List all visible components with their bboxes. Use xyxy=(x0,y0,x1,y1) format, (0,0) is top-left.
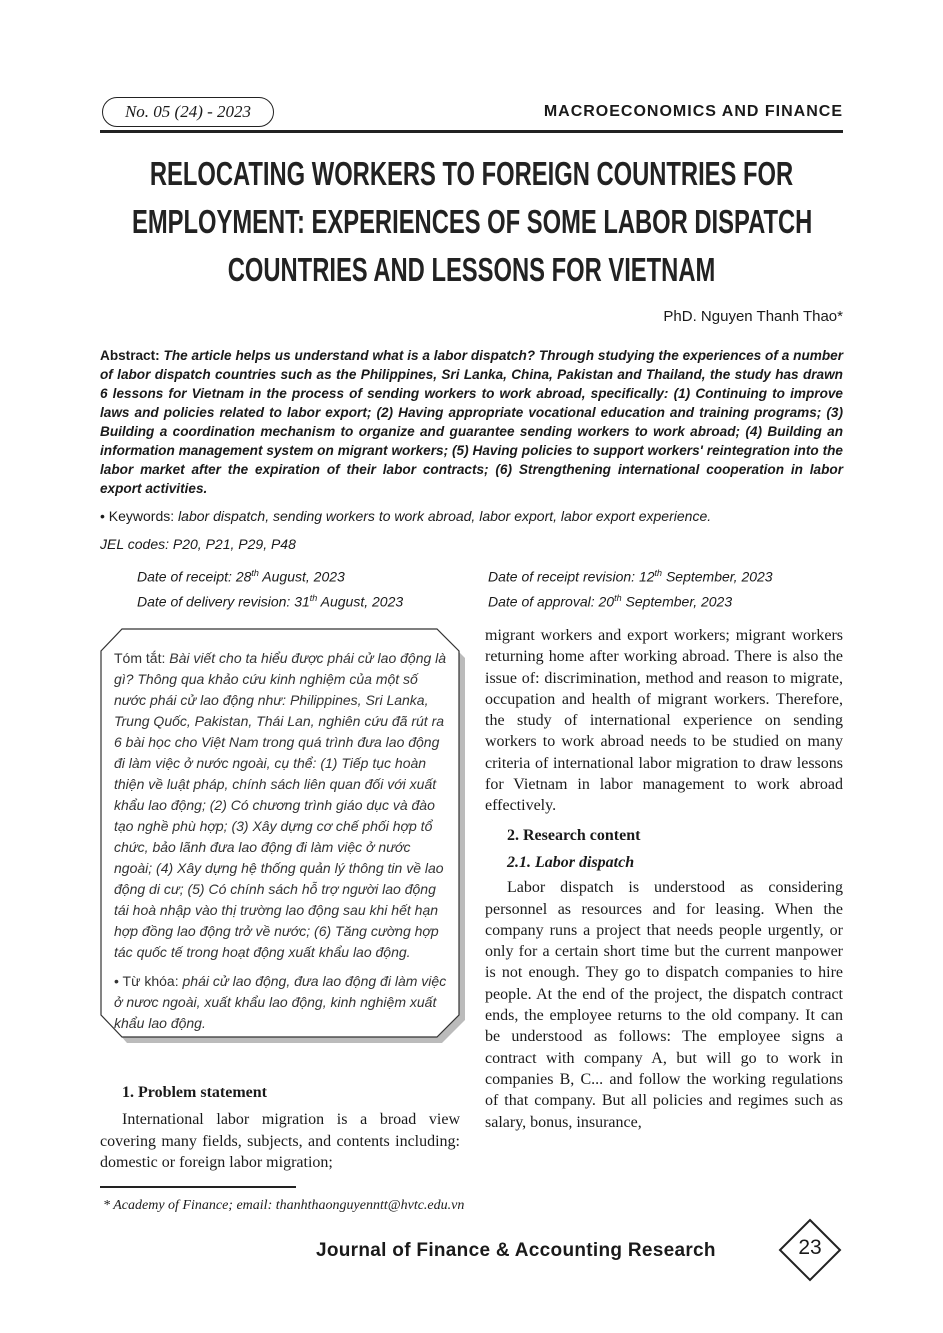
section-name: MACROECONOMICS AND FINANCE xyxy=(543,103,843,120)
vn-keywords-label: • Từ khóa: xyxy=(114,973,183,989)
date-delivery-revision xyxy=(137,593,403,610)
date-rest: August, 2023 xyxy=(317,593,404,610)
footnote-rule xyxy=(100,1186,296,1188)
keywords-label: • Keywords: xyxy=(100,508,179,524)
paragraph: Labor dispatch is understood as considering personnel as resources and for leasing. When the company runs a project that needs people urgently, or only for a certain short time but the current manpower is not enough. They go to dispatch companies to hire people. At the end of the project, the dispatch contract ends, the employee returns to the old company. It can be understood as follows: The employee signs a contract with company A, but will go to work in companies B, C... and follow the working regulations of that company. But all policies and regimes such as salary, bonus, insurance, xyxy=(485,879,843,1131)
date-suffix: th xyxy=(251,568,259,578)
vn-summary-label: Tóm tắt: xyxy=(114,650,170,666)
date-day: 31 xyxy=(294,593,310,610)
subsection-heading: 2.1. Labor dispatch xyxy=(507,853,635,871)
date-label: Date of receipt: xyxy=(137,568,236,585)
box-text xyxy=(114,648,450,1034)
abstract xyxy=(100,346,843,498)
date-rest: August, 2023 xyxy=(258,568,345,585)
title-line: EMPLOYMENT: EXPERIENCES OF SOME LABOR DISPATCH xyxy=(132,203,813,240)
date-day: 28 xyxy=(235,568,252,585)
author: PhD. Nguyen Thanh Thao* xyxy=(663,308,843,325)
section-heading: 2. Research content xyxy=(507,826,641,844)
date-rest: September, 2023 xyxy=(662,568,773,585)
vietnamese-summary-box xyxy=(100,628,460,1040)
footnote: * Academy of Finance; email: thanhthaonguyenntt@hvtc.edu.vn xyxy=(103,1198,465,1213)
date-suffix: th xyxy=(614,593,622,603)
abstract-label: Abstract: xyxy=(100,348,164,363)
date-label: Date of receipt revision: xyxy=(488,568,639,585)
section-heading: 1. Problem statement xyxy=(122,1084,267,1101)
issue-number: No. 05 (24) - 2023 xyxy=(102,97,274,127)
date-label: Date of approval: xyxy=(488,593,599,610)
vn-keywords xyxy=(114,971,450,1034)
keywords-text: labor dispatch, sending workers to work abroad, labor export, labor export experience. xyxy=(178,508,712,524)
paragraph: migrant workers and export workers; migrant workers returning home after working abroad. There is also the issue of: discrimination, method and reason to migrate, occupation and health of migrant workers. Therefore, the study of international experience on sending workers to work abroad needs to be studied on many criteria of international labor migration to draw lessons for Vietnam in labor management to work abroad effectively. xyxy=(485,627,843,815)
left-column xyxy=(100,1078,460,1173)
abstract-text: The article helps us understand what is a labor dispatch? Through studying the experiences of a number of labor dispatch countries such as the Philippines, Sri Lanka, China, Pakistan and Thailand, the study has drawn 6 lessons for Vietnam in the process of sending workers to work abroad, specifically: (1) Continuing to improve laws and policies related to labor export; (2) Having appropriate vocational education and training programs; (3) Building a coordination mechanism to organize and guarantee sending workers to work abroad; (4) Building an information management system on migrant workers; (5) Having policies to support workers' reintegration into the labor market after the expiration of their labor contracts; (6) Strengthening international cooperation in labor export activities. xyxy=(100,348,843,496)
date-approval xyxy=(488,593,732,610)
date-day: 12 xyxy=(638,568,655,585)
date-rest: September, 2023 xyxy=(621,593,733,610)
date-suffix: th xyxy=(654,568,663,578)
vn-summary-text: Bài viết cho ta hiểu được phái cử lao động là gì? Thông qua khảo cứu kinh nghiệm của một số nước phái cử lao động như: Philippines, Sri Lanka, Trung Quốc, Pakistan, Thái Lan, nghiên cứu đã rút ra 6 bài học cho Việt Nam trong quá trình đưa lao động đi làm việc ở nước ngoài, cụ thể: (1) Tiếp tục hoàn thiện về luật pháp, chính sách liên quan đối với xuất khẩu lao động; (2) Có chương trình giáo dục và đào tạo nghề phù hợp; (3) Xây dựng cơ chế phối hợp tổ chức, bảo lãnh đưa lao động đi làm việc ở nước ngoài; (4) Xây dựng hệ thống quản lý thông tin về lao động di cư; (5) Có chính sách hỗ trợ người lao động tái hoà nhập vào thị trường lao động sau khi hết hạn hợp đồng lao động trở về nước; (6) Tăng cường hợp tác quốc tế trong hoạt động xuất khẩu lao động. xyxy=(114,650,447,960)
article-title xyxy=(0,150,943,294)
page-number: 23 xyxy=(798,1236,822,1259)
date-label: Date of delivery revision: xyxy=(137,593,295,610)
title-line: COUNTRIES AND LESSONS FOR VIETNAM xyxy=(227,251,716,288)
vn-summary xyxy=(114,648,450,963)
right-column xyxy=(485,625,843,1133)
jel-codes: JEL codes: P20, P21, P29, P48 xyxy=(100,536,296,552)
journal-name: Journal of Finance & Accounting Research xyxy=(316,1240,716,1261)
date-receipt-revision xyxy=(488,568,773,585)
paragraph: International labor migration is a broad view covering many fields, subjects, and contents including: domestic or foreign labor migration; xyxy=(100,1111,460,1171)
header-rule xyxy=(100,130,843,133)
vn-keywords-text: phái cử lao động, đưa lao động đi làm việc ở nươc ngoài, xuất khẩu lao động, kinh nghiệm xuất khẩu lao động. xyxy=(114,973,447,1031)
keywords xyxy=(100,508,711,524)
date-receipt xyxy=(137,568,345,585)
title-line: RELOCATING WORKERS TO FOREIGN COUNTRIES FOR xyxy=(149,155,794,192)
date-day: 20 xyxy=(598,593,615,610)
date-suffix: th xyxy=(309,593,318,603)
